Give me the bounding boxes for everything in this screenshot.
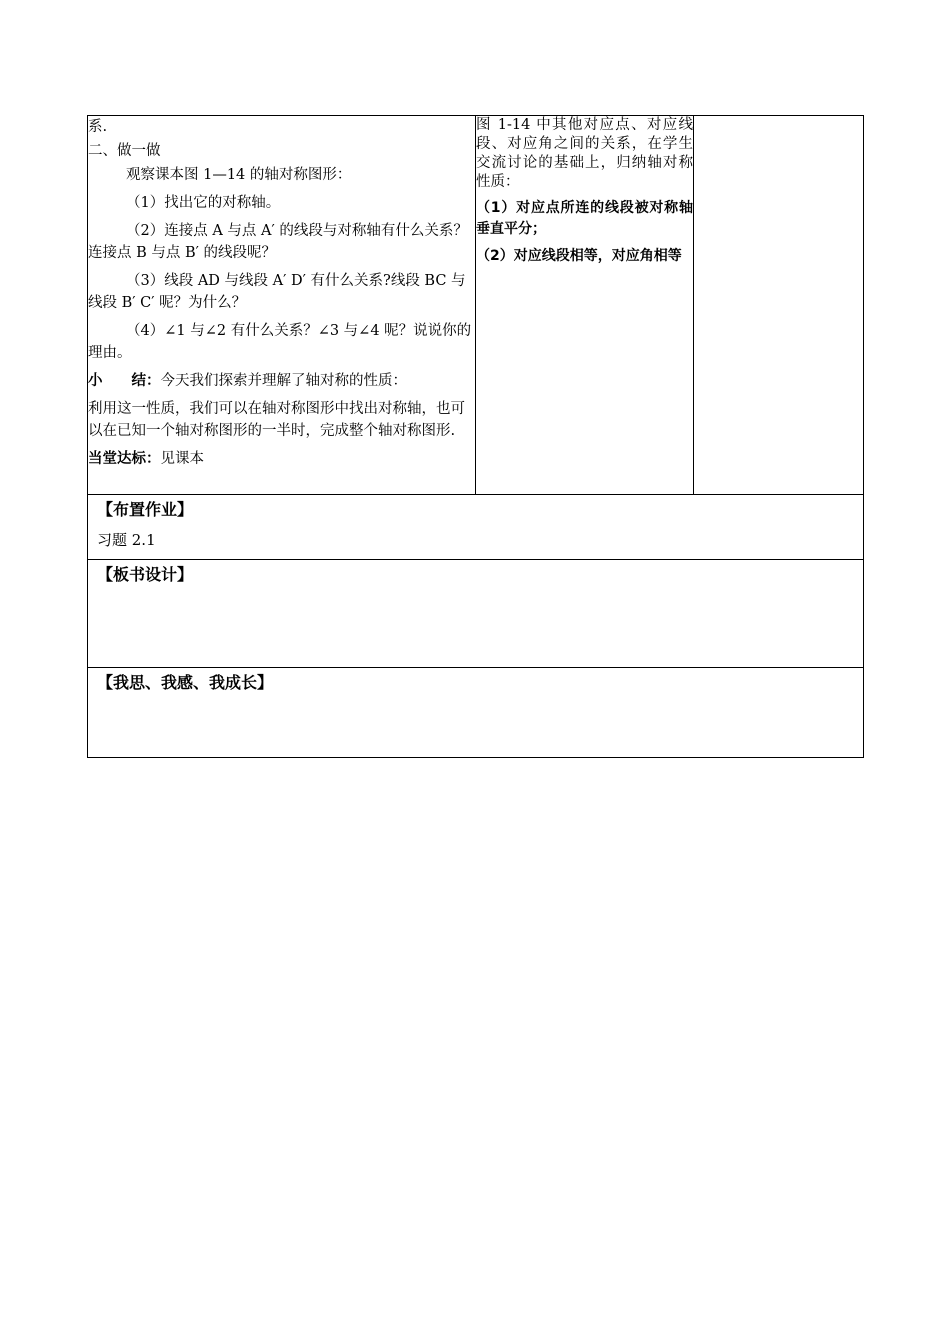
property-intro: 图 1-14 中其他对应点、对应线段、对应角之间的关系，在学生交流讨论的基础上，归纳轴对称性质： [476,117,693,190]
continued-line: 系. [88,119,108,135]
student-activity-cell [476,116,694,495]
notes-cell [694,116,864,495]
homework-row [88,495,864,560]
lesson-content-row [88,116,864,495]
practice-line [88,448,475,470]
property-2: （2）对应线段相等，对应角相等 [476,248,682,264]
reflection-title: 【我思、我感、我成长】 [97,673,274,692]
board-design-title: 【板书设计】 [97,565,194,584]
question-4: （4）∠1 与∠2 有什么关系？∠3 与∠4 呢？说说你的理由。 [88,323,472,361]
summary-text: 今天我们探索并理解了轴对称的性质： [160,373,407,389]
question-3: （3）线段 AD 与线段 A′ D′ 有什么关系?线段 BC 与线段 B′ C′ 呢？为什么？ [88,273,466,311]
board-design-row [88,560,864,668]
reflection-row [88,668,864,758]
section-title: 二、做一做 [88,143,161,159]
teaching-process-cell [88,116,476,495]
homework-title: 【布置作业】 [97,500,194,519]
summary-line [88,370,475,392]
practice-text: 见课本 [160,451,204,467]
homework-cell [88,495,864,560]
board-design-cell [88,560,864,668]
property-1: （1）对应点所连的线段被对称轴垂直平分； [476,200,693,237]
reflection-cell [88,668,864,758]
question-2: （2）连接点 A 与点 A′ 的线段与对称轴有什么关系？连接点 B 与点 B′ 的线段呢？ [88,223,468,261]
summary-label: 小 结： [88,373,161,389]
observe-intro: 观察课本图 1—14 的轴对称图形： [126,167,352,183]
summary-continued: 利用这一性质，我们可以在轴对称图形中找出对称轴，也可以在已知一个轴对称图形的一半时，完成整个轴对称图形. [88,401,465,439]
practice-label: 当堂达标： [88,451,161,467]
lesson-plan-table [87,115,864,758]
question-1: （1）找出它的对称轴。 [126,195,281,211]
homework-content: 习题 2.1 [97,531,156,549]
